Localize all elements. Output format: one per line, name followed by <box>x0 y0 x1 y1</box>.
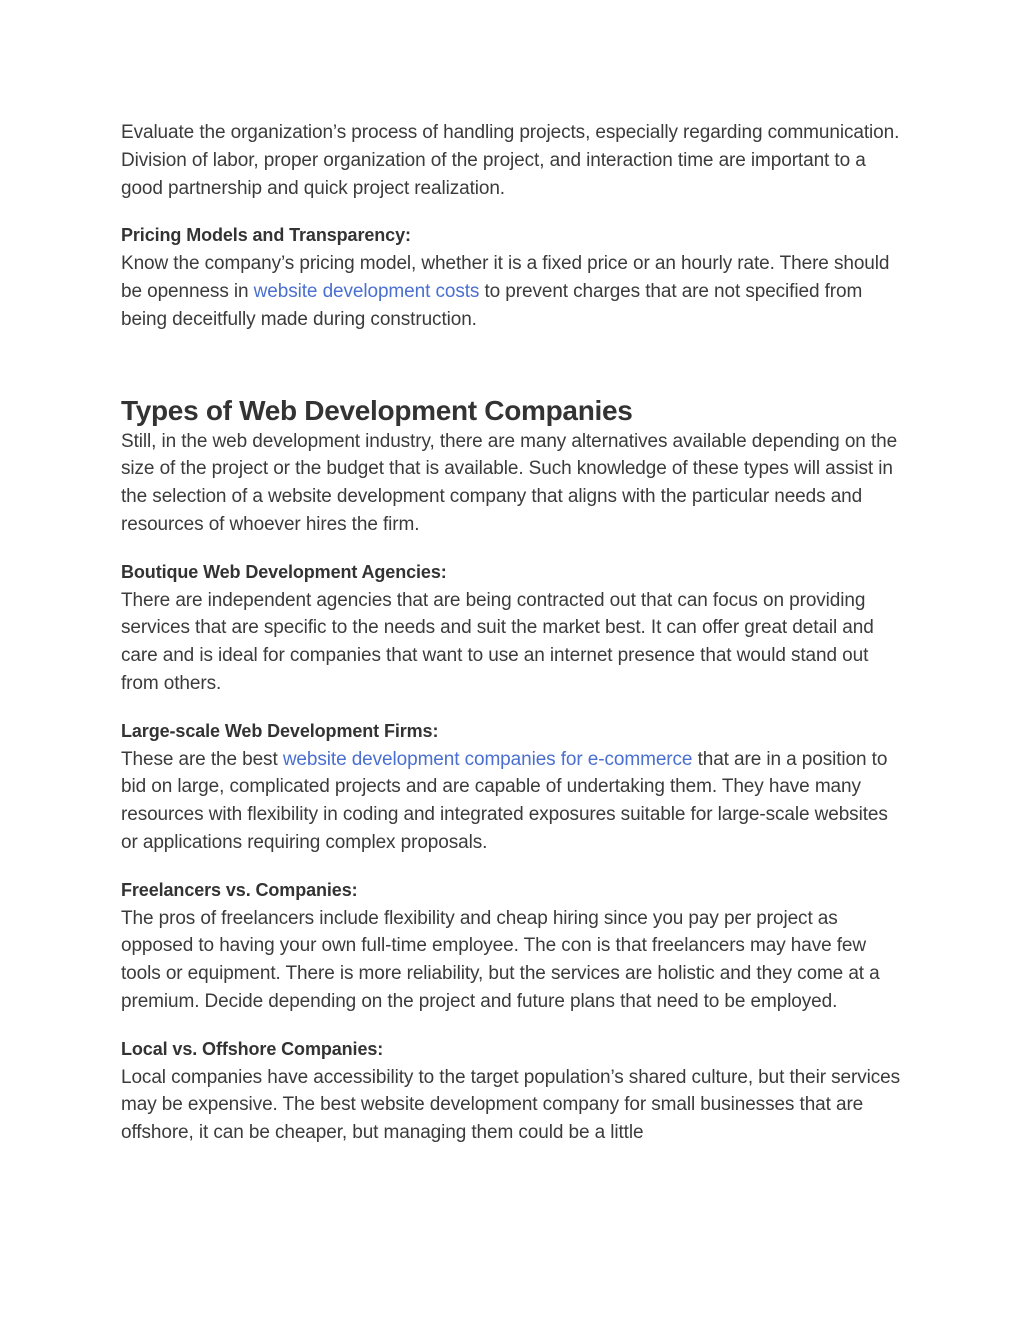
boutique-section <box>121 559 901 698</box>
boutique-label: Boutique Web Development Agencies: <box>121 561 447 582</box>
intro-paragraph: Evaluate the organization’s process of handling projects, especially regarding communication. Division of labor, proper organization of the project, and interaction time are important to a good partnership and quick project realization. <box>121 122 900 199</box>
pricing-text-before: Know the company’s pricing model, whether it is a fixed price or an hourly rate. There should be openness in <box>121 253 890 302</box>
ecommerce-companies-link[interactable]: website development companies for e-commerce <box>282 748 693 770</box>
large-firms-section <box>121 718 901 857</box>
freelancers-text: The pros of freelancers include flexibility and cheap hiring since you pay per project as opposed to having your own full-time employee. The con is that freelancers may have few tools or equipment. There is more reliability, but the services are holistic and they come at a premium. Decide depending on the project and future plans that need to be employed. <box>121 907 880 1012</box>
freelancers-section <box>121 877 901 1016</box>
local-offshore-section <box>121 1036 901 1147</box>
document-page <box>121 119 901 1147</box>
local-offshore-text: Local companies have accessibility to the target population’s shared culture, but their services may be expensive. The best website development company for small businesses that are offshore, it can be cheaper, but managing them could be a little <box>121 1066 900 1144</box>
large-firms-label: Large-scale Web Development Firms: <box>121 720 439 741</box>
large-firms-text-before: These are the best <box>121 748 283 770</box>
large-firms-text-after: that are in a position to bid on large, complicated projects and are capable of undertaking them. They have many resources with flexibility in coding and integrated exposures suitable for large-scale websites or applications requiring complex proposals. <box>121 748 888 853</box>
types-intro-paragraph: Still, in the web development industry, there are many alternatives available depending on the size of the project or the budget that is available. Such knowledge of these types will assist in the selection of a website development company that aligns with the particular needs and resources of whoever hires the firm. <box>121 430 898 535</box>
boutique-text: There are independent agencies that are being contracted out that can focus on providing services that are specific to the needs and suit the market best. It can offer great detail and care and is ideal for companies that want to use an internet presence that would stand out from others. <box>121 589 874 694</box>
local-offshore-label: Local vs. Offshore Companies: <box>121 1038 384 1059</box>
pricing-label: Pricing Models and Transparency: <box>121 225 411 246</box>
types-section <box>121 394 901 539</box>
pricing-section <box>121 222 901 333</box>
section-heading: Types of Web Development Companies <box>121 394 633 426</box>
website-development-costs-link[interactable]: website development costs <box>253 280 480 302</box>
freelancers-label: Freelancers vs. Companies: <box>121 879 358 900</box>
pricing-text-after: to prevent charges that are not specified from being deceitfully made during construction. <box>121 280 863 330</box>
